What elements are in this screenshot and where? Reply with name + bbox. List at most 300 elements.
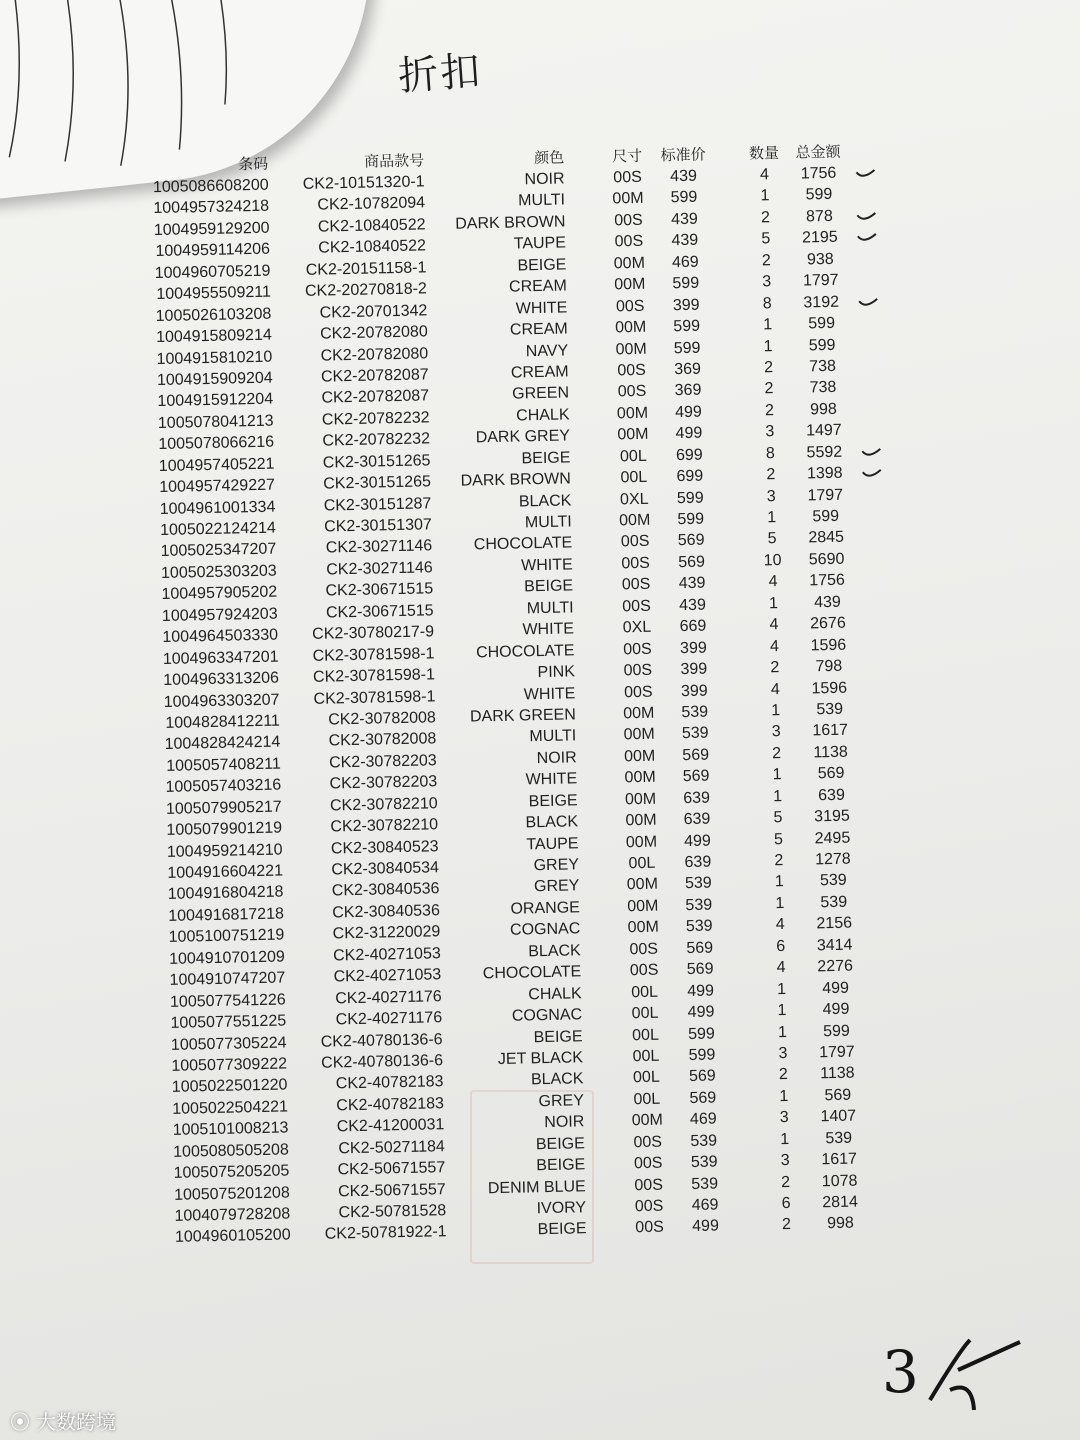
cell-qty: 5: [773, 809, 783, 827]
cell-price: 439: [671, 231, 699, 250]
cell-price: 569: [682, 767, 710, 786]
cell-size: 00M: [615, 340, 647, 358]
cell-color: MULTI: [529, 727, 577, 746]
cell-sku: CK2-30840534: [331, 859, 440, 879]
cell-total: 798: [815, 657, 843, 676]
cell-sku: CK2-30782210: [329, 794, 438, 815]
cell-barcode: 1004963303207: [163, 691, 280, 711]
handwritten-title: 折扣: [396, 48, 484, 100]
cell-barcode: 1004960105200: [174, 1226, 291, 1247]
header-qty: 数量: [748, 144, 780, 163]
cell-total: 1756: [809, 571, 846, 590]
header-total: 总金额: [795, 143, 841, 162]
cell-total: 1078: [821, 1172, 858, 1190]
cell-total: 2814: [822, 1193, 859, 1212]
cell-price: 599: [673, 317, 701, 336]
cell-size: 00S: [634, 1176, 664, 1194]
cell-price: 599: [687, 1024, 716, 1043]
cell-barcode: 1005079901219: [166, 819, 283, 840]
cell-qty: 8: [765, 444, 776, 462]
handwritten-checkmark-icon: [855, 209, 877, 223]
cell-qty: 4: [768, 573, 778, 591]
page-number-text: 3: [882, 1338, 919, 1406]
cell-barcode: 1004963347201: [162, 648, 279, 668]
cell-total: 1398: [806, 464, 843, 483]
cell-total: 499: [822, 1000, 850, 1019]
cell-total: 998: [826, 1215, 855, 1233]
cell-qty: 4: [770, 680, 780, 698]
cell-barcode: 1004915810210: [156, 348, 273, 368]
cell-size: 00S: [623, 683, 653, 701]
cell-color: CHOCOLATE: [473, 534, 573, 554]
cell-color: BLACK: [518, 491, 572, 511]
cell-qty: 3: [771, 723, 781, 741]
cell-price: 639: [684, 853, 712, 872]
cell-price: 599: [672, 274, 700, 293]
cell-color: GREY: [533, 877, 580, 896]
cell-size: 00S: [621, 576, 651, 594]
cell-color: CREAM: [509, 320, 568, 339]
cell-barcode: 1005080505208: [173, 1141, 290, 1161]
handwritten-page-number: [880, 1330, 1030, 1420]
cell-color: NOIR: [544, 1113, 585, 1132]
cell-size: 0XL: [619, 490, 649, 508]
cell-total: 1617: [821, 1150, 858, 1169]
cell-barcode: 1005057403216: [165, 776, 282, 797]
handwritten-checkmark-icon: [854, 166, 876, 180]
cell-sku: CK2-10782094: [317, 194, 426, 215]
cell-sku: CK2-30782203: [329, 773, 438, 793]
cell-size: 00S: [635, 1219, 664, 1237]
cell-total: 499: [822, 979, 850, 997]
cell-color: WHITE: [523, 684, 576, 703]
cell-qty: 1: [772, 787, 783, 805]
cell-color: BEIGE: [533, 1027, 583, 1046]
cell-color: CHALK: [515, 406, 570, 425]
cell-size: 00M: [625, 833, 658, 851]
cell-total: 2676: [809, 614, 846, 633]
cell-price: 599: [670, 189, 698, 207]
cell-size: 00S: [629, 940, 659, 959]
cell-barcode: 1005057408211: [166, 755, 281, 775]
cell-price: 439: [678, 596, 707, 614]
cell-price: 499: [675, 424, 703, 443]
header-sku: 商品款号: [363, 152, 425, 171]
cell-barcode: 1005100751219: [168, 926, 285, 947]
cell-sku: CK2-30151265: [323, 473, 432, 493]
cell-size: 00L: [631, 1004, 659, 1023]
cell-color: WHITE: [520, 556, 573, 575]
cell-sku: CK2-30671515: [325, 580, 434, 600]
cell-total: 1797: [807, 486, 844, 504]
cell-qty: 4: [769, 637, 780, 655]
cell-price: 539: [685, 917, 713, 936]
cell-size: 00S: [621, 554, 651, 573]
cell-color: CREAM: [508, 277, 568, 296]
cell-price: 399: [680, 660, 708, 679]
cell-barcode: 1004963313206: [163, 669, 280, 690]
cell-color: TAUPE: [513, 234, 567, 253]
cell-sku: CK2-30840536: [332, 902, 441, 922]
cell-size: 00L: [633, 1090, 661, 1109]
cell-color: CHOCOLATE: [475, 641, 575, 662]
cell-color: WHITE: [515, 299, 568, 318]
cell-barcode: 1005079905217: [165, 798, 282, 818]
cell-sku: CK2-30840523: [330, 837, 439, 858]
cell-qty: 2: [778, 1066, 789, 1084]
cell-size: 00S: [634, 1197, 664, 1216]
cell-qty: 1: [763, 316, 773, 334]
cell-color: MULTI: [518, 191, 566, 210]
cell-price: 639: [683, 789, 711, 807]
cell-sku: CK2-20782232: [322, 430, 431, 450]
cell-color: BEIGE: [517, 256, 567, 275]
cell-price: 539: [685, 896, 713, 914]
cell-barcode: 1004957905202: [161, 583, 278, 604]
cell-total: 539: [819, 872, 847, 890]
cell-size: 00S: [615, 297, 645, 316]
cell-color: DARK BROWN: [460, 470, 572, 490]
cell-barcode: 1004915809214: [155, 326, 272, 347]
cell-qty: 2: [761, 251, 771, 270]
cell-barcode: 1004079728208: [174, 1205, 291, 1225]
cell-color: COGNAC: [509, 920, 581, 940]
cell-price: 599: [673, 339, 701, 357]
cell-sku: CK2-30271146: [326, 559, 433, 579]
cell-size: 00M: [617, 425, 649, 444]
cell-price: 539: [684, 874, 712, 893]
cell-sku: CK2-30151307: [323, 516, 432, 536]
cell-color: BEIGE: [528, 791, 578, 811]
cell-sku: CK2-30151287: [323, 494, 432, 515]
cell-color: BEIGE: [521, 449, 571, 468]
cell-barcode: 1005075205205: [173, 1162, 290, 1182]
cell-price: 369: [674, 382, 702, 400]
cell-qty: 6: [776, 937, 786, 955]
cell-qty: 1: [767, 509, 777, 527]
watermark: [10, 1406, 116, 1435]
cell-barcode: 1004957324218: [153, 198, 270, 218]
cell-sku: CK2-30781598-1: [312, 644, 435, 665]
cell-price: 399: [679, 639, 707, 657]
cell-sku: CK2-40780136-6: [320, 1052, 444, 1072]
cell-total: 1407: [820, 1107, 857, 1126]
cell-price: 539: [681, 703, 709, 722]
watermark-logo-icon: ⦿: [10, 1412, 30, 1434]
cell-barcode: 1004957429227: [159, 476, 276, 497]
cell-size: 00S: [623, 661, 653, 680]
cell-price: 569: [688, 1067, 716, 1086]
cell-color: CREAM: [510, 363, 569, 382]
cell-total: 569: [824, 1086, 852, 1105]
cell-barcode: 1005022124214: [159, 519, 277, 539]
cell-total: 2156: [816, 914, 853, 933]
cell-total: 639: [818, 786, 846, 804]
cell-barcode: 1004915909204: [156, 369, 273, 389]
cell-price: 569: [689, 1089, 717, 1107]
cell-price: 569: [686, 960, 714, 979]
cell-color: GREEN: [511, 384, 570, 403]
cell-sku: CK2-40271053: [333, 966, 442, 986]
cell-total: 2495: [814, 829, 851, 847]
cell-price: 499: [674, 403, 703, 421]
cell-color: NOIR: [524, 170, 565, 189]
cell-qty: 2: [781, 1173, 791, 1191]
cell-sku: CK2-50271184: [338, 1137, 445, 1158]
cell-size: 00M: [623, 704, 655, 723]
cell-total: 738: [809, 379, 837, 397]
cell-color: ORANGE: [510, 899, 581, 918]
cell-price: 539: [681, 724, 709, 743]
cell-size: 00S: [633, 1154, 663, 1173]
cell-barcode: 1004964503330: [162, 626, 279, 647]
cell-barcode: 1004959129200: [153, 219, 270, 239]
cell-price: 569: [686, 939, 714, 957]
cell-total: 738: [809, 357, 837, 376]
cell-color: DENIM BLUE: [487, 1177, 586, 1197]
cell-barcode: 1004957405221: [158, 455, 275, 475]
cell-barcode: 1004961001334: [159, 498, 276, 518]
cell-size: 00S: [614, 211, 643, 230]
cell-barcode: 1005022504221: [172, 1098, 289, 1118]
cell-qty: 3: [779, 1109, 789, 1127]
cell-color: BEIGE: [536, 1156, 586, 1175]
cell-qty: 4: [775, 916, 785, 934]
cell-sku: CK2-40780136-6: [320, 1030, 443, 1051]
cell-size: 00M: [631, 1111, 664, 1130]
cell-size: 00M: [623, 726, 655, 744]
cell-barcode: 1005077305224: [170, 1033, 287, 1054]
cell-total: 1797: [802, 271, 839, 290]
inventory-table: [108, 140, 911, 1252]
cell-sku: CK2-30780217-9: [312, 623, 435, 644]
cell-total: 3192: [803, 293, 840, 312]
cell-size: 00M: [619, 511, 651, 530]
cell-barcode: 1005078066216: [158, 433, 275, 454]
cell-sku: CK2-20701342: [319, 301, 428, 322]
cell-size: 0XL: [622, 618, 652, 637]
cell-qty: 5: [767, 530, 777, 548]
cell-total: 539: [820, 893, 848, 912]
cell-barcode: 1005022501220: [171, 1076, 288, 1097]
cell-sku: CK2-20151158-1: [305, 259, 427, 279]
cell-barcode: 1005025303203: [160, 562, 277, 582]
cell-price: 469: [691, 1196, 719, 1215]
cell-total: 1797: [818, 1043, 855, 1062]
cell-color: BEIGE: [535, 1134, 585, 1153]
cell-qty: 2: [764, 401, 775, 420]
cell-barcode: 1004828412211: [165, 712, 281, 732]
cell-sku: CK2-10840522: [318, 237, 427, 257]
cell-color: WHITE: [525, 770, 578, 789]
cell-size: 00S: [617, 383, 647, 401]
cell-qty: 1: [760, 187, 770, 205]
cell-qty: 5: [761, 230, 771, 248]
cell-color: JET BLACK: [497, 1049, 584, 1068]
cell-barcode: 1004916604221: [167, 862, 284, 882]
cell-qty: 1: [780, 1130, 790, 1148]
cell-price: 499: [687, 982, 715, 1000]
cell-color: DARK BROWN: [455, 213, 566, 233]
cell-barcode: 1005025347207: [160, 541, 277, 561]
cell-price: 569: [677, 532, 705, 550]
cell-price: 369: [674, 360, 702, 379]
cell-total: 5592: [806, 443, 843, 462]
cell-total: 569: [817, 764, 845, 783]
cell-size: 00L: [632, 1047, 660, 1066]
cell-size: 00M: [614, 318, 647, 337]
cell-total: 439: [813, 593, 842, 612]
cell-price: 569: [682, 746, 710, 764]
cell-total: 998: [809, 400, 837, 419]
cell-price: 599: [677, 510, 705, 529]
cell-sku: CK2-10840522: [317, 216, 426, 236]
cell-sku: CK2-20782087: [321, 387, 430, 407]
cell-qty: 3: [765, 423, 775, 441]
cell-total: 3195: [814, 807, 850, 826]
cell-sku: CK2-30271146: [325, 537, 433, 557]
cell-sku: CK2-50781528: [338, 1202, 447, 1222]
cell-total: 1138: [820, 1064, 855, 1083]
cell-sku: CK2-20782087: [320, 366, 429, 386]
cell-barcode: 1004915912204: [157, 390, 274, 411]
cell-price: 499: [687, 1003, 715, 1022]
cell-color: MULTI: [526, 599, 574, 618]
cell-total: 599: [805, 186, 833, 204]
cell-barcode: 1005077541226: [169, 991, 286, 1011]
cell-sku: CK2-30782203: [328, 752, 437, 772]
cell-total: 878: [805, 207, 833, 226]
cell-sku: CK2-30782210: [330, 816, 439, 836]
cell-qty: 10: [763, 551, 782, 570]
cell-barcode: 1005075201208: [173, 1183, 290, 1204]
cell-total: 2845: [808, 529, 845, 547]
cell-qty: 4: [759, 166, 770, 184]
cell-qty: 2: [766, 466, 776, 484]
cell-barcode: 1004955509211: [156, 283, 272, 304]
cell-color: MULTI: [524, 513, 572, 532]
cell-sku: CK2-30671515: [325, 602, 434, 622]
cell-qty: 8: [762, 294, 772, 312]
cell-qty: 3: [762, 273, 772, 291]
cell-size: 00S: [623, 640, 652, 658]
cell-total: 1138: [813, 743, 849, 762]
cell-qty: 3: [778, 1044, 788, 1063]
cell-total: 2195: [801, 229, 838, 247]
cell-size: 00S: [620, 533, 650, 551]
header-size: 尺寸: [611, 147, 643, 166]
cell-qty: 1: [777, 1023, 788, 1041]
header-barcode: 条码: [238, 155, 269, 174]
cell-total: 539: [825, 1129, 853, 1147]
cell-qty: 2: [781, 1216, 792, 1234]
cell-price: 399: [672, 296, 700, 314]
cell-price: 639: [683, 810, 711, 829]
cell-total: 1278: [814, 850, 851, 869]
cell-price: 699: [676, 467, 704, 486]
cell-barcode: 1005078041213: [157, 412, 274, 432]
header-color: 颜色: [533, 149, 565, 168]
cell-color: DARK GREEN: [469, 706, 576, 726]
cell-qty: 5: [773, 830, 784, 848]
cell-size: 00L: [632, 1069, 660, 1087]
cell-qty: 2: [764, 380, 774, 398]
cell-qty: 2: [760, 209, 771, 227]
cell-sku: CK2-20782080: [320, 344, 429, 365]
cell-qty: 1: [763, 337, 773, 355]
cell-price: 469: [689, 1110, 717, 1129]
cell-total: 1756: [800, 164, 837, 183]
cell-total: 5690: [808, 550, 845, 569]
cell-sku: CK2-50671557: [337, 1180, 446, 1200]
cell-qty: 6: [781, 1194, 791, 1213]
cell-barcode: 1004959114206: [155, 240, 271, 261]
cell-size: 00L: [631, 983, 659, 1001]
cell-price: 669: [679, 617, 707, 636]
cell-barcode: 1004828424214: [164, 733, 281, 754]
cell-barcode: 1005026103208: [155, 305, 272, 325]
cell-total: 599: [822, 1022, 851, 1040]
cell-color: COGNAC: [511, 1006, 583, 1025]
cell-color: BLACK: [530, 1070, 584, 1089]
cell-size: 00M: [626, 876, 659, 894]
cell-barcode: 1004910701209: [168, 948, 285, 968]
cell-price: 499: [683, 832, 711, 850]
cell-color: IVORY: [536, 1199, 587, 1218]
cell-size: 00M: [624, 790, 657, 808]
cell-price: 599: [688, 1046, 716, 1064]
cell-size: 00M: [612, 190, 644, 208]
cell-size: 00M: [614, 275, 646, 294]
cell-sku: CK2-40782183: [335, 1073, 444, 1093]
cell-size: 00M: [613, 254, 646, 273]
cell-barcode: 1004957924203: [161, 605, 278, 625]
cell-color: GREY: [538, 1092, 585, 1111]
cell-sku: CK2-30151265: [322, 452, 431, 472]
cell-sku: CK2-31220029: [332, 923, 441, 943]
cell-barcode: 1005077551225: [170, 1012, 287, 1032]
cell-color: CHOCOLATE: [482, 963, 582, 983]
cell-color: TAUPE: [526, 834, 579, 853]
cell-barcode: 1005101008213: [172, 1119, 289, 1140]
cell-qty: 1: [771, 701, 781, 720]
cell-qty: 1: [777, 1002, 787, 1020]
cell-size: 00S: [617, 361, 647, 380]
cell-sku: CK2-30840536: [331, 880, 440, 900]
cell-size: 00S: [613, 168, 642, 187]
watermark-text: 大数跨境: [36, 1412, 116, 1434]
cell-total: 1596: [810, 636, 847, 655]
cell-sku: CK2-30782008: [328, 709, 437, 729]
cell-sku: CK2-30781598-1: [312, 666, 436, 686]
table-body: [109, 164, 911, 1252]
cell-sku: CK2-30781598-1: [313, 687, 436, 708]
cell-barcode: 1005077309222: [171, 1055, 288, 1075]
cell-sku: CK2-20782080: [319, 323, 428, 343]
cell-sku: CK2-50671557: [337, 1159, 446, 1179]
cell-total: 1617: [812, 722, 849, 740]
cell-size: 00M: [625, 811, 657, 830]
cell-qty: 1: [775, 894, 785, 913]
cell-size: 00L: [619, 447, 647, 466]
cell-sku: CK2-40271176: [335, 1009, 443, 1029]
cell-sku: CK2-30782008: [328, 730, 437, 750]
cell-total: 599: [808, 336, 836, 354]
cell-total: 3414: [816, 936, 853, 955]
cell-barcode: 1004960705219: [154, 262, 271, 282]
cell-color: DARK GREY: [475, 427, 571, 447]
cell-size: 00L: [631, 1026, 660, 1044]
